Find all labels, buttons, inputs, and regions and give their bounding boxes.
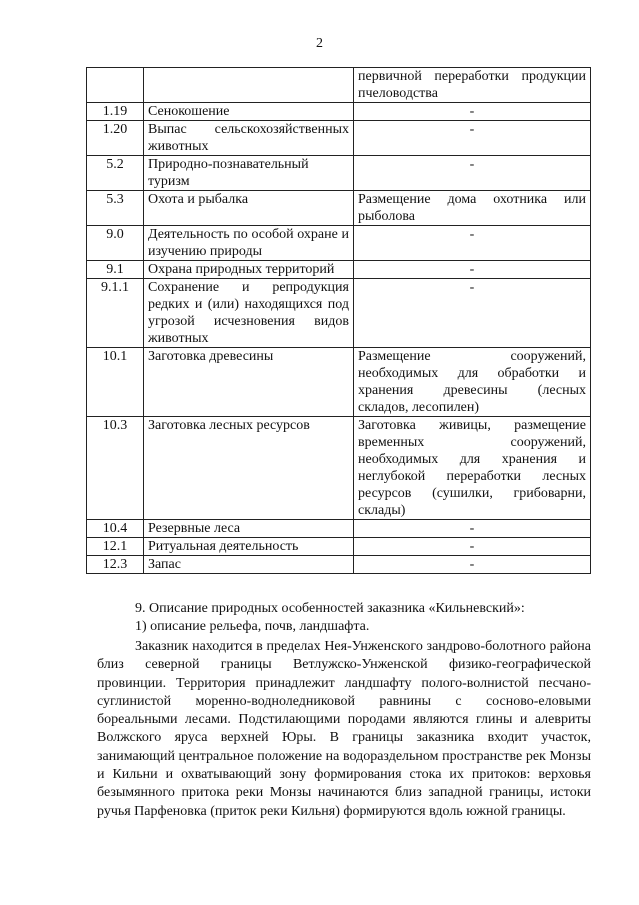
table-cell-name: Охота и рыбалка xyxy=(144,191,354,226)
table-row xyxy=(87,417,591,520)
table-cell-description: - xyxy=(354,226,591,261)
table-cell-description: - xyxy=(354,520,591,538)
table-row xyxy=(87,191,591,226)
table-cell-code: 10.3 xyxy=(87,417,144,520)
table-row xyxy=(87,226,591,261)
table-row xyxy=(87,103,591,121)
table-row xyxy=(87,121,591,156)
table-cell-name: Ритуальная деятельность xyxy=(144,538,354,556)
table-cell-name: Заготовка древесины xyxy=(144,348,354,417)
table-cell-description: - xyxy=(354,538,591,556)
table-cell-description: - xyxy=(354,556,591,574)
section-heading: 9. Описание природных особенностей заказника «Кильневский»: xyxy=(135,601,525,616)
table-cell-code: 9.0 xyxy=(87,226,144,261)
table-cell-code xyxy=(87,68,144,103)
table-cell-code: 12.1 xyxy=(87,538,144,556)
table-cell-description: - xyxy=(354,261,591,279)
table-cell-description: Размещение дома охотника или рыболова xyxy=(354,191,591,226)
table-row xyxy=(87,68,591,103)
table-cell-name: Природно-познавательный туризм xyxy=(144,156,354,191)
table-cell-name: Заготовка лесных ресурсов xyxy=(144,417,354,520)
table-cell-description: - xyxy=(354,156,591,191)
table-row xyxy=(87,538,591,556)
table-cell-code: 1.19 xyxy=(87,103,144,121)
table-cell-name: Запас xyxy=(144,556,354,574)
land-use-table xyxy=(86,67,591,574)
table-cell-description: - xyxy=(354,103,591,121)
table-cell-code: 10.4 xyxy=(87,520,144,538)
table-cell-name: Сохранение и репродукция редких и (или) находящихся под угрозой исчезновения видов животных xyxy=(144,279,354,348)
table-row xyxy=(87,279,591,348)
table-cell-code: 5.3 xyxy=(87,191,144,226)
table-cell-description: первичной переработки продукции пчеловодства xyxy=(354,68,591,103)
table-cell-name: Резервные леса xyxy=(144,520,354,538)
table-cell-code: 5.2 xyxy=(87,156,144,191)
table-cell-code: 12.3 xyxy=(87,556,144,574)
table-cell-name: Сенокошение xyxy=(144,103,354,121)
table-row xyxy=(87,156,591,191)
table-cell-name: Деятельность по особой охране и изучению природы xyxy=(144,226,354,261)
section-body-text: Заказник находится в пределах Нея-Унженского зандрово-болотного района близ северной границы Ветлужско-Унженской физико-географической провинции. Территория принадлежит ландшафту полого-волнистой песчано-суглинистой моренно-водноледниковой равнины с сосново-еловыми бореальными лесами. Подстилающими породами являются глины и алевриты Волжского яруса верхней Юры. В границы заказника входит участок, занимающий центральное положение на водораздельном пространстве рек Монзы и Кильни и охватывающий зону формирования стока их притоков: верховья безымянного притока реки Монзы начинаются близ западной границы, истоки ручья Парфеновка (приток реки Кильня) формируются вдоль южной границы. xyxy=(97,639,591,819)
table-cell-code: 9.1 xyxy=(87,261,144,279)
table-cell-description: - xyxy=(354,279,591,348)
table-cell-code: 10.1 xyxy=(87,348,144,417)
table-cell-description: - xyxy=(354,121,591,156)
table-cell-code: 9.1.1 xyxy=(87,279,144,348)
table-row xyxy=(87,261,591,279)
table-cell-name: Выпас сельскохозяйственных животных xyxy=(144,121,354,156)
table-row xyxy=(87,520,591,538)
table-row xyxy=(87,556,591,574)
table-cell-name xyxy=(144,68,354,103)
table-cell-description: Размещение сооружений, необходимых для обработки и хранения древесины (лесных складов, лесопилен) xyxy=(354,348,591,417)
section-subheading: 1) описание рельефа, почв, ландшафта. xyxy=(135,619,370,634)
table-cell-code: 1.20 xyxy=(87,121,144,156)
table-cell-description: Заготовка живицы, размещение временных сооружений, необходимых для хранения и неглубокой переработки лесных ресурсов (сушилки, грибоварни, склады) xyxy=(354,417,591,520)
table-cell-name: Охрана природных территорий xyxy=(144,261,354,279)
table-row xyxy=(87,348,591,417)
page-number: 2 xyxy=(316,36,323,51)
